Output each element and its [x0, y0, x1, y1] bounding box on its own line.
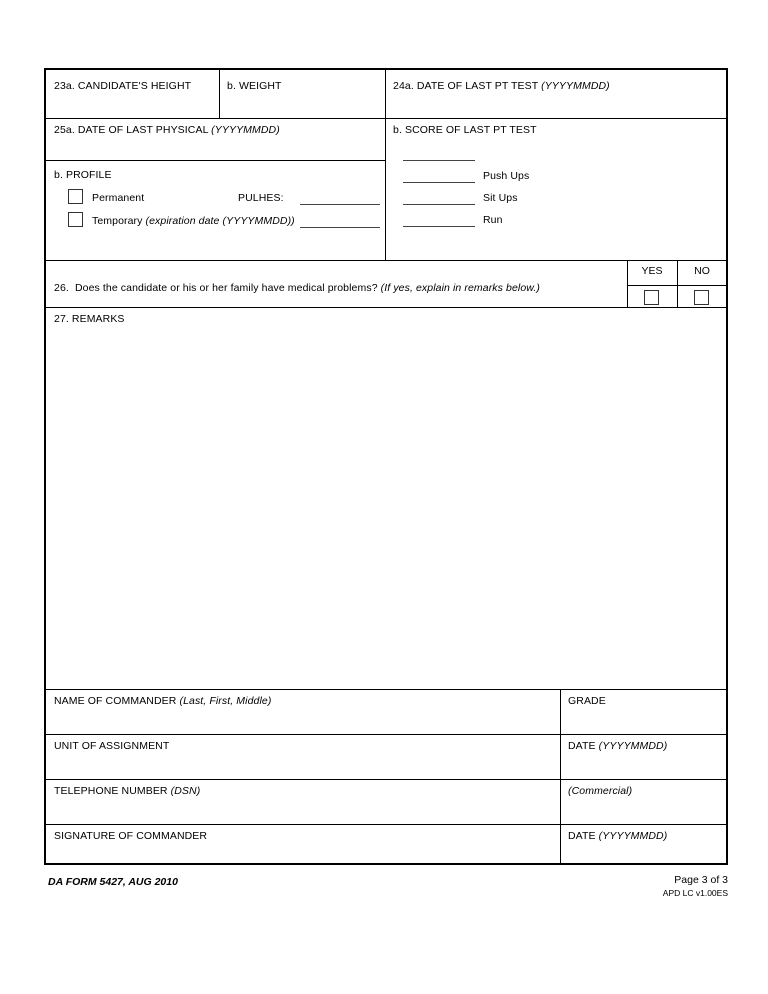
- label-date-2-text: DATE: [568, 830, 599, 842]
- field-unit-of-assignment[interactable]: [48, 755, 558, 777]
- question-26-number: 26.: [54, 282, 69, 294]
- label-name-of-commander-text: NAME OF COMMANDER: [54, 695, 180, 707]
- field-pt-test-date[interactable]: [387, 94, 724, 116]
- field-total-score-value[interactable]: [403, 226, 475, 227]
- label-telephone-number-hint: (DSN): [170, 785, 201, 797]
- question-26-text-tail: ?: [371, 282, 381, 294]
- label-pulhes: PULHES:: [238, 192, 284, 204]
- footer-form-id: DA FORM 5427, AUG 2010: [48, 876, 178, 888]
- divider-main-columns: [385, 70, 386, 260]
- label-date-1-hint: (YYYYMMDD): [598, 740, 668, 752]
- field-date-1[interactable]: [562, 755, 724, 777]
- label-last-physical-hint: (YYYYMMDD): [211, 124, 280, 136]
- field-candidate-height[interactable]: [48, 94, 217, 116]
- divider-commander-column: [560, 689, 561, 863]
- label-date-2: [568, 830, 667, 842]
- label-signature-of-commander: SIGNATURE OF COMMANDER: [54, 830, 208, 842]
- divider-row-3: [46, 260, 726, 261]
- field-temporary-expiration-value[interactable]: [300, 227, 380, 228]
- label-telephone-number: [54, 785, 200, 797]
- label-date-1-text: DATE: [568, 740, 599, 752]
- label-date-1: [568, 740, 667, 752]
- label-remarks: 27. REMARKS: [54, 313, 125, 325]
- label-pt-test-date-hint: (YYYYMMDD): [541, 80, 610, 92]
- label-profile: b. PROFILE: [54, 169, 112, 181]
- label-run: Run: [483, 214, 503, 226]
- divider-row-1: [46, 118, 726, 119]
- label-last-physical-text: 25a. DATE OF LAST PHYSICAL: [54, 124, 212, 136]
- checkbox-temporary[interactable]: [68, 212, 83, 227]
- label-temporary: [92, 215, 295, 227]
- label-name-of-commander: [54, 695, 271, 707]
- field-sit-ups-value[interactable]: [403, 182, 475, 183]
- field-signature-of-commander[interactable]: [48, 845, 558, 861]
- field-telephone-dsn[interactable]: [48, 800, 558, 822]
- divider-commander-3: [46, 824, 726, 825]
- form-frame: [44, 68, 728, 865]
- label-name-of-commander-hint: (Last, First, Middle): [179, 695, 272, 707]
- divider-height-weight: [219, 70, 220, 118]
- question-26: [54, 282, 540, 294]
- field-push-ups-value[interactable]: [403, 160, 475, 161]
- label-unit-of-assignment: UNIT OF ASSIGNMENT: [54, 740, 170, 752]
- label-candidate-height: 23a. CANDIDATE'S HEIGHT: [54, 80, 192, 92]
- label-telephone-number-text: TELEPHONE NUMBER: [54, 785, 171, 797]
- label-push-ups: Push Ups: [483, 170, 530, 182]
- footer-apd-version: APD LC v1.00ES: [662, 888, 728, 898]
- label-weight: b. WEIGHT: [227, 80, 282, 92]
- label-last-physical: [54, 124, 280, 136]
- field-weight[interactable]: [221, 94, 383, 116]
- footer-page-number: Page 3 of 3: [674, 874, 728, 886]
- field-telephone-commercial[interactable]: [562, 800, 724, 822]
- divider-row-4: [46, 307, 726, 308]
- checkbox-medical-problems-yes[interactable]: [644, 290, 659, 305]
- question-26-hint: (If yes, explain in remarks below.): [380, 282, 540, 294]
- question-26-text: Does the candidate or his or her family have medical problems: [74, 282, 372, 294]
- label-date-2-hint: (YYYYMMDD): [598, 830, 668, 842]
- label-sit-ups: Sit Ups: [483, 192, 518, 204]
- divider-row-2-left: [46, 160, 385, 161]
- label-temporary-hint: (expiration date (YYYYMMDD)): [145, 215, 295, 227]
- field-commander-grade[interactable]: [562, 710, 724, 732]
- label-commercial: (Commercial): [568, 785, 633, 797]
- label-pt-test-date-text: 24a. DATE OF LAST PT TEST: [393, 80, 542, 92]
- field-commander-name[interactable]: [48, 710, 558, 732]
- field-date-2[interactable]: [562, 845, 724, 861]
- remarks-input-area[interactable]: [48, 328, 724, 686]
- divider-commander-1: [46, 734, 726, 735]
- label-yes: YES: [641, 265, 663, 277]
- field-pulhes-value[interactable]: [300, 204, 380, 205]
- divider-remarks-bottom: [46, 689, 726, 690]
- divider-commander-2: [46, 779, 726, 780]
- field-last-physical-date[interactable]: [48, 138, 383, 158]
- label-pt-score: b. SCORE OF LAST PT TEST: [393, 124, 537, 136]
- checkbox-medical-problems-no[interactable]: [694, 290, 709, 305]
- label-permanent: Permanent: [92, 192, 145, 204]
- checkbox-permanent[interactable]: [68, 189, 83, 204]
- field-run-value[interactable]: [403, 204, 475, 205]
- label-temporary-text: Temporary: [92, 215, 146, 227]
- label-pt-test-date: [393, 80, 610, 92]
- label-no: NO: [694, 265, 710, 277]
- label-grade: GRADE: [568, 695, 606, 707]
